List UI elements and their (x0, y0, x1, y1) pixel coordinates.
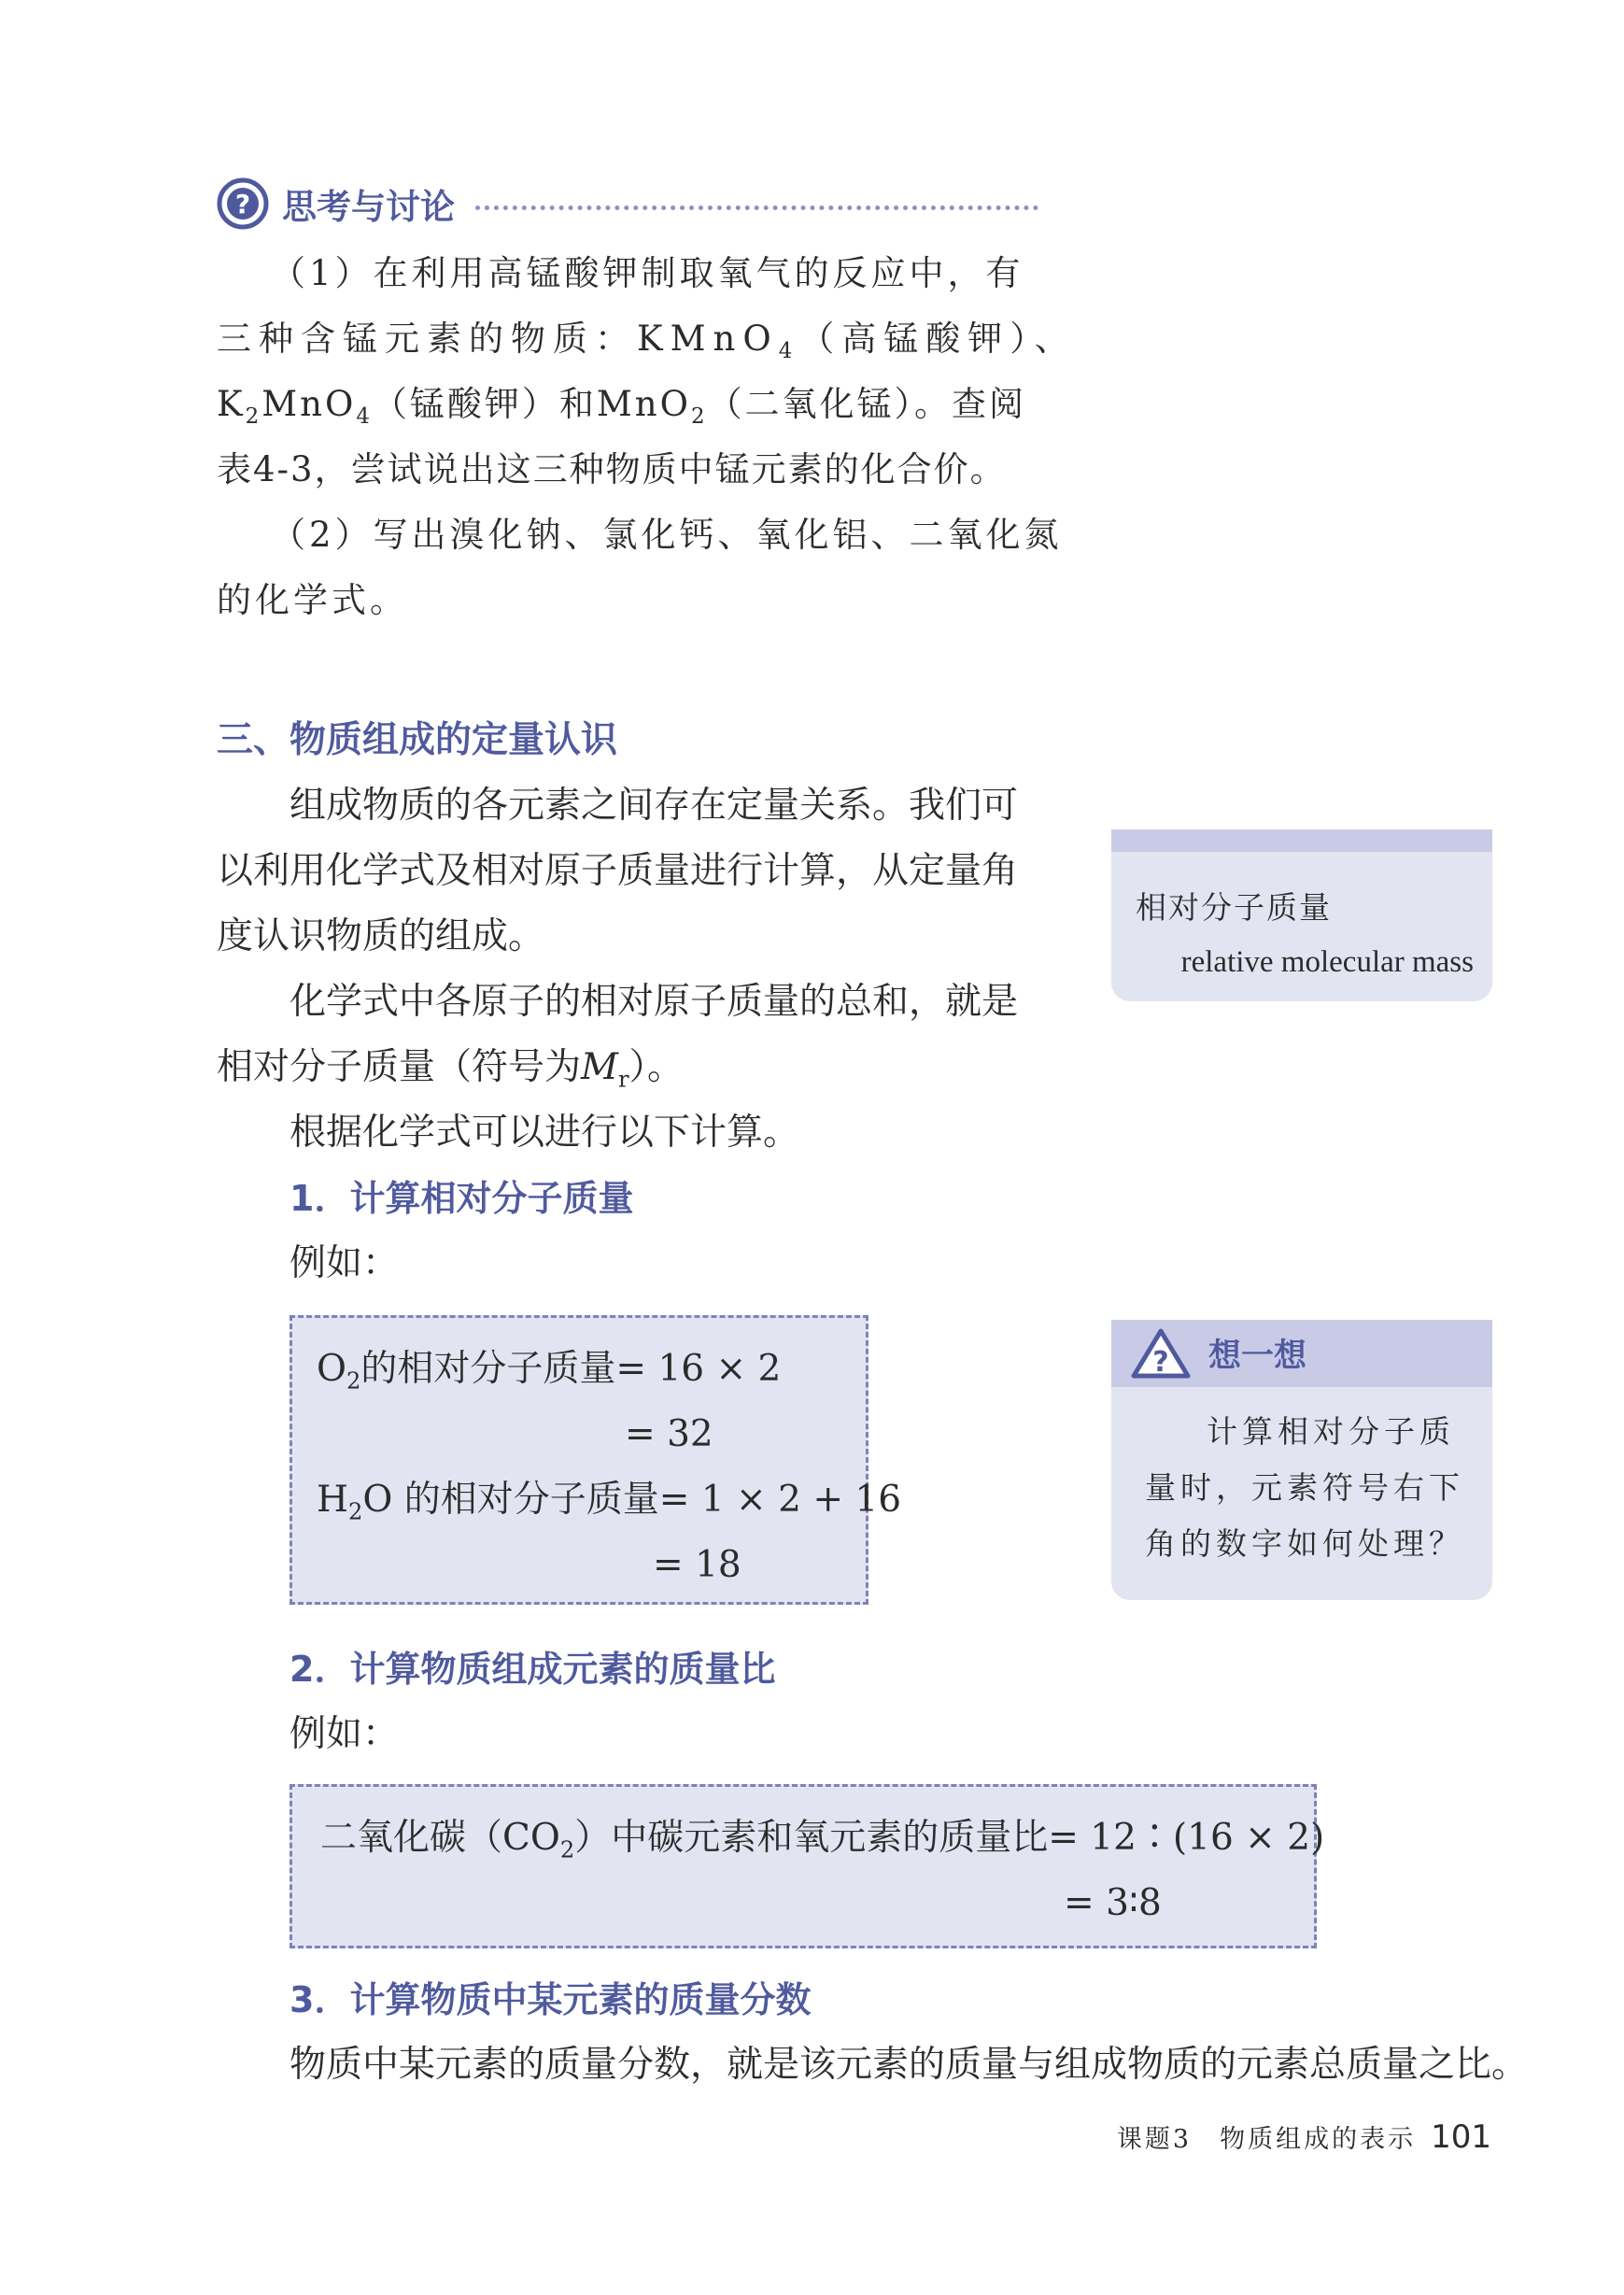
discussion-q1-line2: 三种含锰元素的物质：KMnO$_4$（高锰酸钾）、 (217, 319, 1077, 364)
subsection-3-text: 物质中某元素的质量分数，就是该元素的质量与组成物质的元素总质量之比。 (289, 2044, 1529, 2086)
discussion-q2-line1: （2）写出溴化钠、氯化钙、氧化铝、二氧化氮 (271, 515, 1063, 555)
margin-think-text: 计算相对分子质 量时，元素符号右下 角的数字如何处理？ (1145, 1413, 1464, 1562)
subsection-2-example: 例如： (289, 1713, 400, 1755)
margin-term-box (1111, 829, 1492, 1001)
margin-term-cn: 相对分子质量 (1136, 889, 1332, 926)
margin-think-header (1111, 1320, 1492, 1387)
page-footer (1117, 2118, 1491, 2156)
subsection-2-title: 2．计算物质组成元素的质量比 (289, 1649, 776, 1690)
discussion-q2-line2: 的化学式。 (217, 580, 408, 620)
example-box-molecular-mass (289, 1315, 902, 1605)
subsection-3-title: 3．计算物质中某元素的质量分数 (289, 1979, 812, 2020)
section-p2-line2: 相对分子质量（符号为$M_r$）。 (217, 1046, 685, 1093)
discussion-q1-line1: （1）在利用高锰酸钾制取氧气的反应中，有 (271, 253, 1024, 293)
subsection-1-example: 例如： (289, 1242, 400, 1284)
section-p3: 根据化学式可以进行以下计算。 (289, 1112, 800, 1154)
margin-term-en: relative molecular mass (1180, 945, 1474, 979)
section-p1-line3: 度认识物质的组成。 (217, 915, 545, 957)
box1-line1: $O_2$的相对分子质量= 16 × 2 (317, 1348, 782, 1395)
discussion-header (217, 177, 1038, 230)
box2-line2: = 3∶8 (1064, 1882, 1162, 1924)
svg-text:?: ? (234, 189, 251, 220)
box1-line4: = 18 (653, 1544, 741, 1586)
box1-line2: = 32 (625, 1413, 713, 1455)
section-p1-line2: 以利用化学式及相对原子质量进行计算，从定量角 (217, 850, 1019, 892)
subsection-1-title: 1．计算相对分子质量 (289, 1178, 634, 1219)
example-box-mass-ratio (289, 1784, 1325, 1948)
section-title: 三、物质组成的定量认识 (217, 719, 618, 761)
discussion-q1-line3: $K_2MnO_4$（锰酸钾）和MnO$_2$（二氧化锰）。查阅 (217, 384, 1027, 430)
box1-line3: $H_2O$ 的相对分子质量= 1 × 2 + 16 (317, 1479, 902, 1525)
question-circle-icon (217, 177, 269, 230)
margin-think-title: 想一想 (1208, 1338, 1307, 1375)
symbol-mr: M (581, 1046, 618, 1088)
discussion-title: 思考与讨论 (282, 187, 455, 227)
section-p2-line1: 化学式中各原子的相对原子质量的总和，就是 (289, 981, 1019, 1023)
footer-chapter-label: 课题3 物质组成的表示 (1116, 2125, 1417, 2154)
margin-term-bar (1111, 829, 1492, 852)
margin-think-box (1111, 1320, 1492, 1600)
svg-text:?: ? (1152, 1346, 1169, 1379)
page-number: 101 (1431, 2118, 1491, 2156)
discussion-q1-line4: 表4-3，尝试说出这三种物质中锰元素的化合价。 (217, 449, 1007, 489)
section-p1-line1: 组成物质的各元素之间存在定量关系。我们可 (289, 785, 1019, 827)
dotted-divider (475, 205, 1038, 210)
box2-line1: 二氧化碳$(CO_2)$中碳元素和氧元素的质量比= 12∶(16 × 2) (320, 1817, 1325, 1863)
warning-question-icon (1130, 1327, 1192, 1380)
